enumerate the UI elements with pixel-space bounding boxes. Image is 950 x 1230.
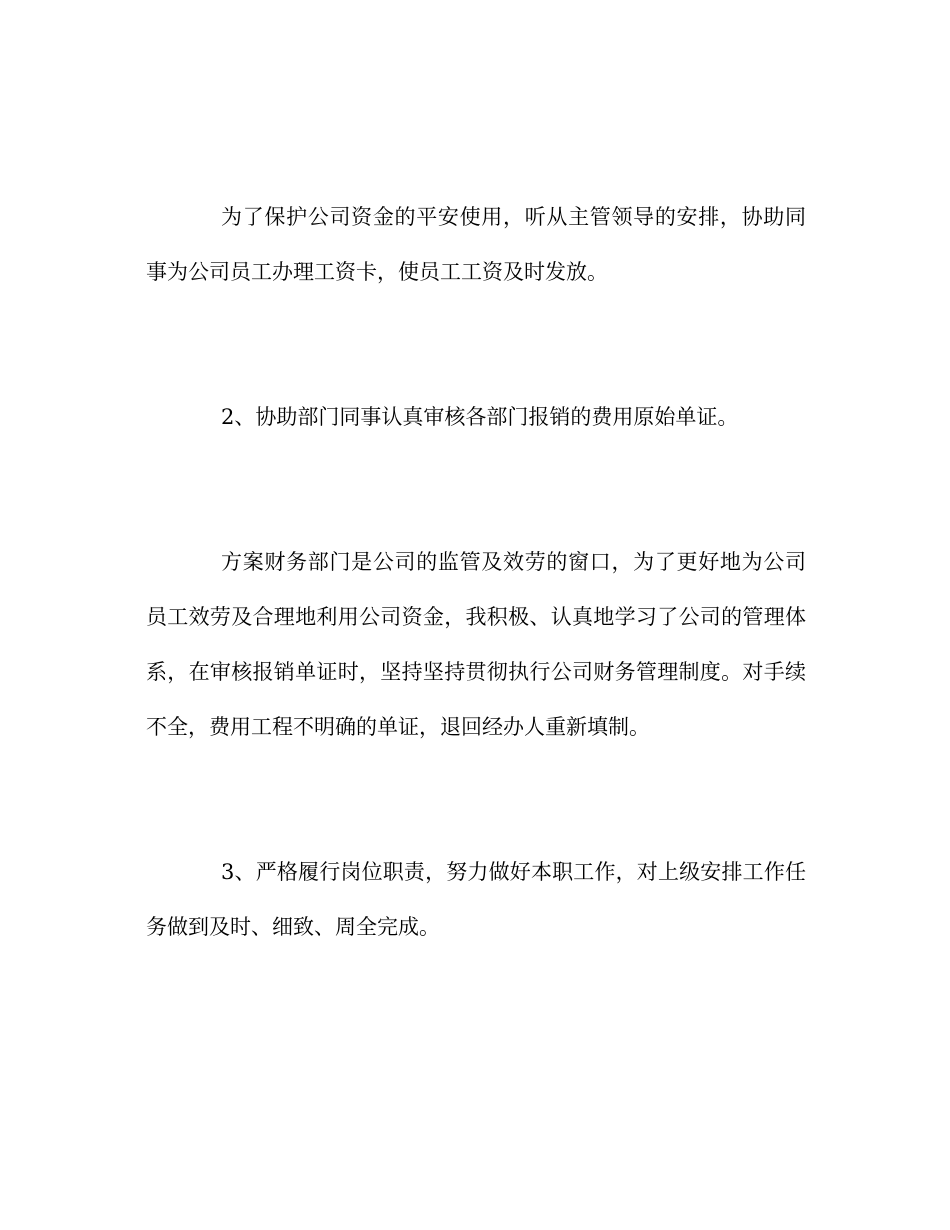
paragraph-salary-card: 为了保护公司资金的平安使用，听从主管领导的安排，协助同事为公司员工办理工资卡，使员工工资及时发放。 bbox=[146, 205, 806, 284]
paragraph-gap bbox=[146, 755, 806, 845]
paragraph-finance-window: 方案财务部门是公司的监管及效劳的窗口，为了更好地为公司员工效劳及合理地利用公司资金，我积极、认真地学习了公司的管理体系，在审核报销单证时，坚持坚持贯彻执行公司财务管理制度。对手续不全，费用工程不明确的单证，退回经办人重新填制。 bbox=[146, 550, 806, 739]
paragraph-review-vouchers: 2、协助部门同事认真审核各部门报销的费用原始单证。 bbox=[221, 405, 739, 429]
paragraph-gap bbox=[146, 300, 806, 390]
paragraph-job-duties: 3、严格履行岗位职责，努力做好本职工作，对上级安排工作任务做到及时、细致、周全完成。 bbox=[146, 860, 806, 939]
paragraph-gap bbox=[146, 445, 806, 535]
document-body bbox=[146, 190, 806, 955]
